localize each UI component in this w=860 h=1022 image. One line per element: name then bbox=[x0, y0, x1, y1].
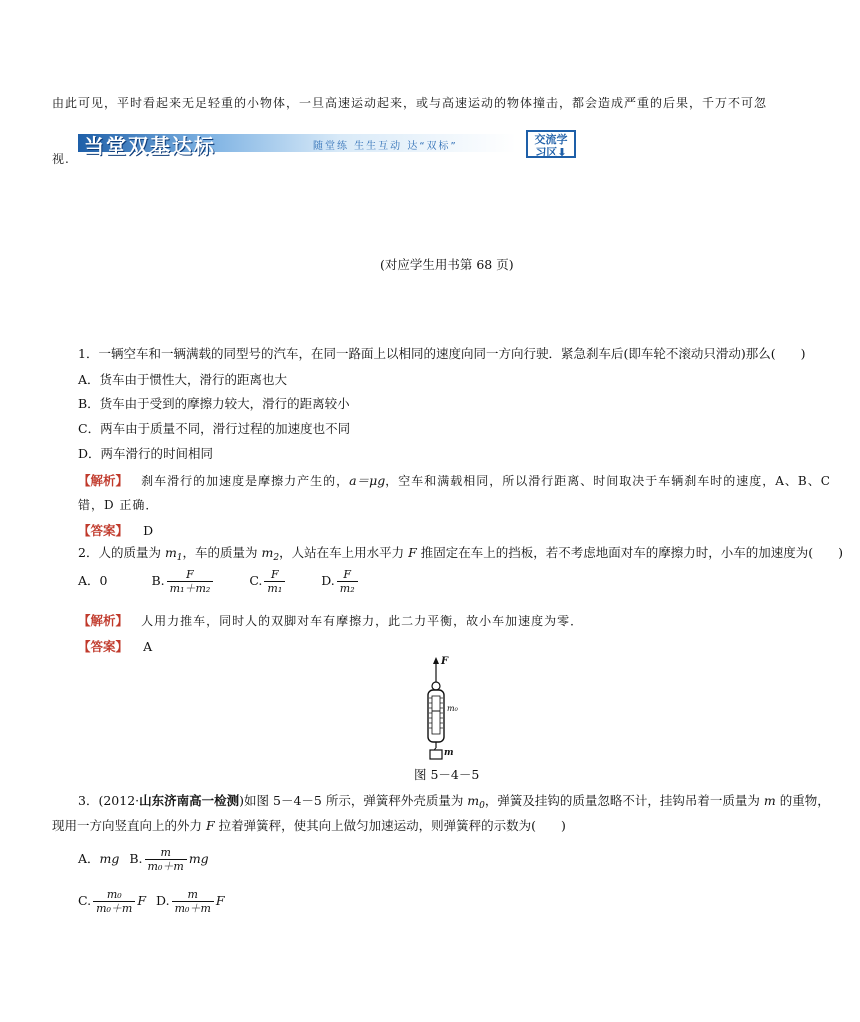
q3-fraction-c: $\frac{\text{m₀}}{\text{m₀＋m}}$ bbox=[93, 888, 135, 915]
intro-line-2: 视. bbox=[52, 152, 70, 166]
q3-stem-line-2 bbox=[52, 818, 566, 834]
banner-subtitle: 随堂练 生生互动 达“双标” bbox=[313, 141, 458, 152]
q1-option-a: A．货车由于惯性大，滑行的距离也大 bbox=[78, 372, 288, 387]
q2-force: F bbox=[408, 545, 417, 560]
q3-option-c: C. bbox=[78, 893, 92, 908]
q1-answer-value: D bbox=[143, 523, 154, 538]
exchange-area-button[interactable] bbox=[526, 130, 576, 158]
q1-option-b: B．货车由于受到的摩擦力较大，滑行的距离较小 bbox=[78, 396, 350, 411]
figure-label-m0: m₀ bbox=[447, 704, 458, 713]
q3-option-d-tail: F bbox=[215, 893, 225, 908]
figure-caption: 图 5－4－5 bbox=[414, 767, 480, 782]
q2-fraction-c: $\frac{F}{\text{m₁}}$ bbox=[264, 568, 285, 595]
q2-stem-d: 推固定在车上的挡板，若不考虑地面对车的摩擦力时，小车的加速度为( ) bbox=[416, 545, 844, 560]
q2-option-c: C. bbox=[249, 573, 263, 588]
figure-label-force: F bbox=[441, 656, 449, 667]
intro-line-1: 由此可见，平时看起来无足轻重的小物体，一旦高速运动起来，或与高速运动的物体撞击，都会造成严重的后果，千万不可忽 bbox=[52, 96, 768, 110]
figure-label-m: m bbox=[444, 748, 454, 758]
q2-option-a: A．0 bbox=[78, 573, 108, 588]
q2-fraction-b: $\frac{F}{\text{m₁＋m₂}}$ bbox=[167, 568, 214, 595]
q2-stem-b: ，车的质量为 bbox=[182, 545, 262, 560]
q2-stem-a: 2．人的质量为 bbox=[78, 545, 165, 560]
q1-analysis-text-a: 刹车滑行的加速度是摩擦力产生的， bbox=[141, 474, 350, 488]
q3-option-b-tail: mg bbox=[188, 851, 209, 866]
q3-line2-b: 拉着弹簧秤，使其向上做匀加速运动，则弹簧秤的示数为( ) bbox=[214, 818, 566, 833]
q3-line2-a: 现用一方向竖直向上的外力 bbox=[52, 818, 206, 833]
q3-force: F bbox=[205, 818, 215, 833]
q3-fraction-b: $\frac{m}{\text{m₀＋m}}$ bbox=[145, 846, 187, 873]
q1-stem: 1．一辆空车和一辆满载的同型号的汽车，在同一路面上以相同的速度向同一方向行驶．紧急刹车后(即车轮不滚动只滑动)那么( ) bbox=[78, 346, 806, 361]
q1-analysis-formula: a＝μg bbox=[349, 473, 386, 488]
q2-analysis bbox=[78, 610, 583, 629]
page-reference: (对应学生用书第 68 页) bbox=[380, 257, 514, 272]
q2-option-b: B. bbox=[151, 573, 165, 588]
answer-label: 【答案】 bbox=[78, 523, 129, 538]
q2-answer bbox=[78, 636, 152, 655]
q3-fraction-d: $\frac{m}{\text{m₀＋m}}$ bbox=[172, 888, 214, 915]
analysis-label: 【解析】 bbox=[78, 613, 129, 628]
answer-label: 【答案】 bbox=[78, 639, 129, 654]
q3-stem-d: 的重物， bbox=[775, 793, 830, 808]
q2-m1: $m_1$ bbox=[164, 545, 183, 563]
q3-option-c-tail: F bbox=[137, 893, 147, 908]
q2-m2: $m_2$ bbox=[261, 545, 280, 563]
q3-stem-a: 3．(2012· bbox=[78, 793, 140, 808]
q3-m0: $m_0$ bbox=[467, 793, 485, 811]
q1-option-c: C．两车由于质量不同，滑行过程的加速度也不同 bbox=[78, 421, 351, 436]
spring-scale-diagram bbox=[416, 656, 476, 760]
q3-option-b: B. bbox=[129, 851, 143, 866]
q3-source: 山东济南高一检测 bbox=[139, 793, 240, 808]
q2-answer-value: A bbox=[143, 639, 153, 654]
exchange-area-line-2: 习区⬇ bbox=[535, 146, 567, 159]
q3-stem-c: ，弹簧及挂钩的质量忽略不计，挂钩吊着一质量为 bbox=[484, 793, 764, 808]
analysis-label: 【解析】 bbox=[78, 473, 129, 488]
q3-options-cd bbox=[78, 888, 225, 915]
q1-analysis-text-c: 错，D 正确． bbox=[78, 498, 159, 512]
q3-m: m bbox=[763, 793, 776, 808]
banner-title: 当堂双基达标 bbox=[84, 134, 216, 158]
q2-fraction-d: $\frac{F}{\text{m₂}}$ bbox=[337, 568, 358, 595]
q3-option-a: A． bbox=[78, 851, 100, 866]
spring-scale-figure bbox=[416, 656, 476, 760]
q1-analysis-text-b: ，空车和满载相同，所以滑行距离、时间取决于车辆刹车时的速度，A、B、C bbox=[385, 474, 831, 488]
q3-stem-b: )如图 5－4－5 所示，弹簧秤外壳质量为 bbox=[239, 793, 468, 808]
q1-analysis bbox=[78, 470, 831, 489]
q2-stem bbox=[78, 545, 843, 561]
exchange-area-line-1: 交流学 bbox=[534, 133, 568, 146]
q2-options bbox=[78, 568, 360, 595]
q1-answer bbox=[78, 520, 153, 539]
q1-option-d: D．两车滑行的时间相同 bbox=[78, 446, 214, 461]
q2-analysis-text: 人用力推车，同时人的双脚对车有摩擦力，此二力平衡，故小车加速度为零． bbox=[141, 614, 584, 628]
section-banner bbox=[60, 128, 578, 158]
q3-option-d: D. bbox=[156, 893, 170, 908]
q3-stem bbox=[78, 793, 830, 809]
q3-options-ab bbox=[78, 846, 209, 873]
q3-option-a-value: mg bbox=[99, 851, 120, 866]
q2-option-d: D. bbox=[321, 573, 335, 588]
q2-stem-c: ，人站在车上用水平力 bbox=[279, 545, 409, 560]
